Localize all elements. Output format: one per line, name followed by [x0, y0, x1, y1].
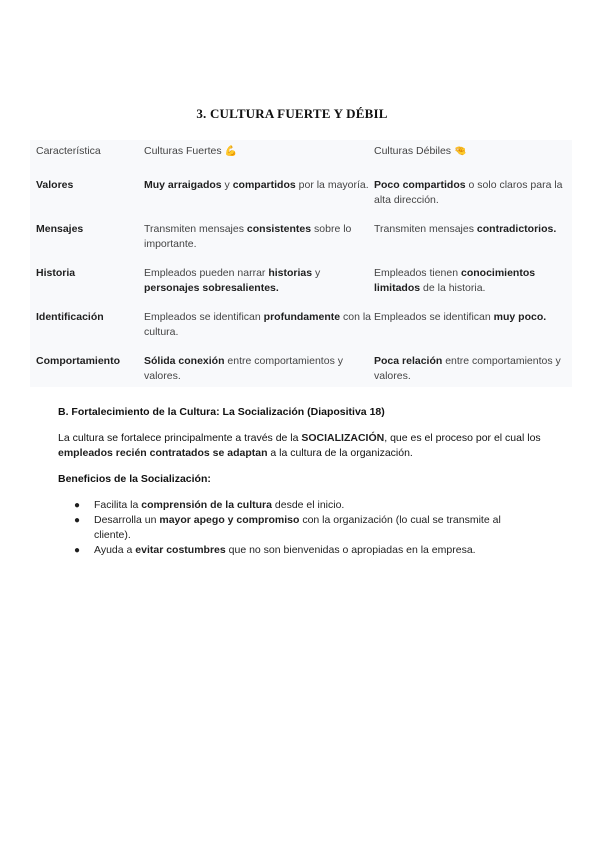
table-header-row — [30, 140, 572, 171]
page-title: 3. CULTURA FUERTE Y DÉBIL — [196, 106, 388, 121]
strong-culture-cell: Muy arraigados y compartidos por la mayoría. — [144, 179, 369, 191]
table-row — [30, 259, 572, 303]
row-label: Historia — [36, 267, 76, 279]
weak-culture-cell: Transmiten mensajes contradictorios. — [374, 223, 557, 235]
list-item: ● Ayuda a evitar costumbres que no son bienvenidas o apropiadas en la empresa. — [74, 544, 476, 556]
pinching-hand-icon: 🤏 — [454, 146, 467, 157]
section-heading: B. Fortalecimiento de la Cultura: La Socialización (Diapositiva 18) — [58, 406, 385, 418]
strong-culture-cell: Transmiten mensajes consistentes sobre lo importante. — [144, 223, 352, 250]
weak-culture-cell: Poca relación entre comportamientos y valores. — [374, 355, 561, 382]
weak-culture-cell: Empleados se identifican muy poco. — [374, 311, 547, 323]
bullet-icon: ● — [74, 515, 81, 526]
header-strong-cultures: Culturas Fuertes 💪 — [144, 145, 238, 157]
table-row — [30, 347, 572, 391]
strong-culture-cell: Empleados se identifican profundamente con la cultura. — [144, 311, 372, 338]
row-label: Comportamiento — [36, 355, 120, 367]
header-characteristic: Característica — [36, 145, 101, 157]
strong-culture-cell: Sólida conexión entre comportamientos y valores. — [144, 355, 343, 382]
section-paragraph: La cultura se fortalece principalmente a través de la SOCIALIZACIÓN, que es el proceso por el cual los empleados recién contratados se adaptan a la cultura de la organización. — [58, 432, 541, 459]
culture-comparison-table — [30, 140, 572, 387]
strong-culture-cell: Empleados pueden narrar historias y personajes sobresalientes. — [144, 267, 321, 294]
table-row — [30, 215, 572, 259]
benefits-heading: Beneficios de la Socialización: — [58, 473, 211, 485]
flexed-biceps-icon: 💪 — [224, 146, 238, 157]
list-item: ● Desarrolla un mayor apego y compromiso con la organización (lo cual se transmite al cliente). — [74, 514, 501, 541]
row-label: Identificación — [36, 311, 104, 323]
weak-culture-cell: Poco compartidos o solo claros para la alta dirección. — [374, 179, 563, 206]
weak-culture-cell: Empleados tienen conocimientos limitados de la historia. — [374, 267, 536, 294]
table-row — [30, 171, 572, 215]
row-label: Valores — [36, 179, 74, 191]
table-row — [30, 303, 572, 347]
header-weak-cultures: Culturas Débiles 🤏 — [374, 145, 467, 157]
benefits-list — [58, 498, 538, 558]
bullet-icon: ● — [74, 545, 81, 556]
list-item: ● Facilita la comprensión de la cultura desde el inicio. — [74, 499, 345, 511]
row-label: Mensajes — [36, 223, 84, 235]
bullet-icon: ● — [74, 500, 81, 511]
